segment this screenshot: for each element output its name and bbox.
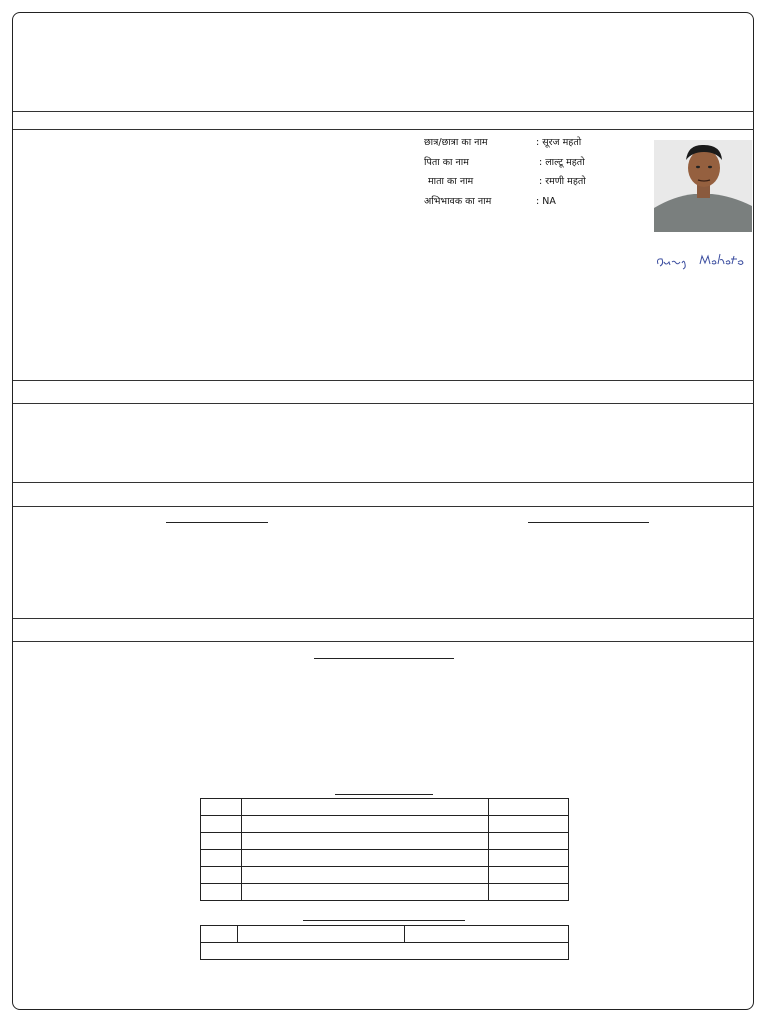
father-name-row (424, 153, 586, 173)
guardian-name-row (424, 192, 586, 212)
student-photo (654, 140, 752, 232)
mother-name-value: : रमणी महतो (539, 176, 586, 187)
student-name-value: : सूरज महतो (536, 137, 582, 148)
section-divider (13, 641, 754, 642)
mother-name-row (424, 172, 586, 192)
table-row (201, 833, 569, 850)
schedule-table (200, 798, 569, 901)
table-row (201, 850, 569, 867)
signature-line (528, 522, 649, 523)
table-row (201, 884, 569, 901)
heading-underline (314, 658, 454, 659)
guardian-name-value: : NA (536, 195, 556, 207)
section-divider (13, 403, 754, 404)
guardian-name-label: अभिभावक का नाम (424, 195, 492, 207)
table-row (201, 943, 569, 960)
section-divider (13, 380, 754, 381)
section-divider (13, 618, 754, 619)
section-divider (13, 506, 754, 507)
table-row (201, 799, 569, 816)
student-info (424, 133, 586, 211)
mother-name-label: माता का नाम (428, 176, 474, 187)
signature-line (166, 522, 268, 523)
heading-underline (335, 794, 433, 795)
table-row (201, 867, 569, 884)
student-name-label: छात्र/छात्रा का नाम (424, 137, 488, 148)
student-signature (654, 250, 750, 270)
section-divider (13, 482, 754, 483)
student-name-row (424, 133, 586, 153)
secondary-table (200, 925, 569, 960)
table-row (201, 926, 569, 943)
father-name-value: : लाल्टू महतो (539, 156, 585, 168)
heading-underline (303, 920, 465, 921)
section-divider (13, 111, 754, 112)
table-row (201, 816, 569, 833)
father-name-label: पिता का नाम (424, 156, 469, 168)
section-divider (13, 129, 754, 130)
